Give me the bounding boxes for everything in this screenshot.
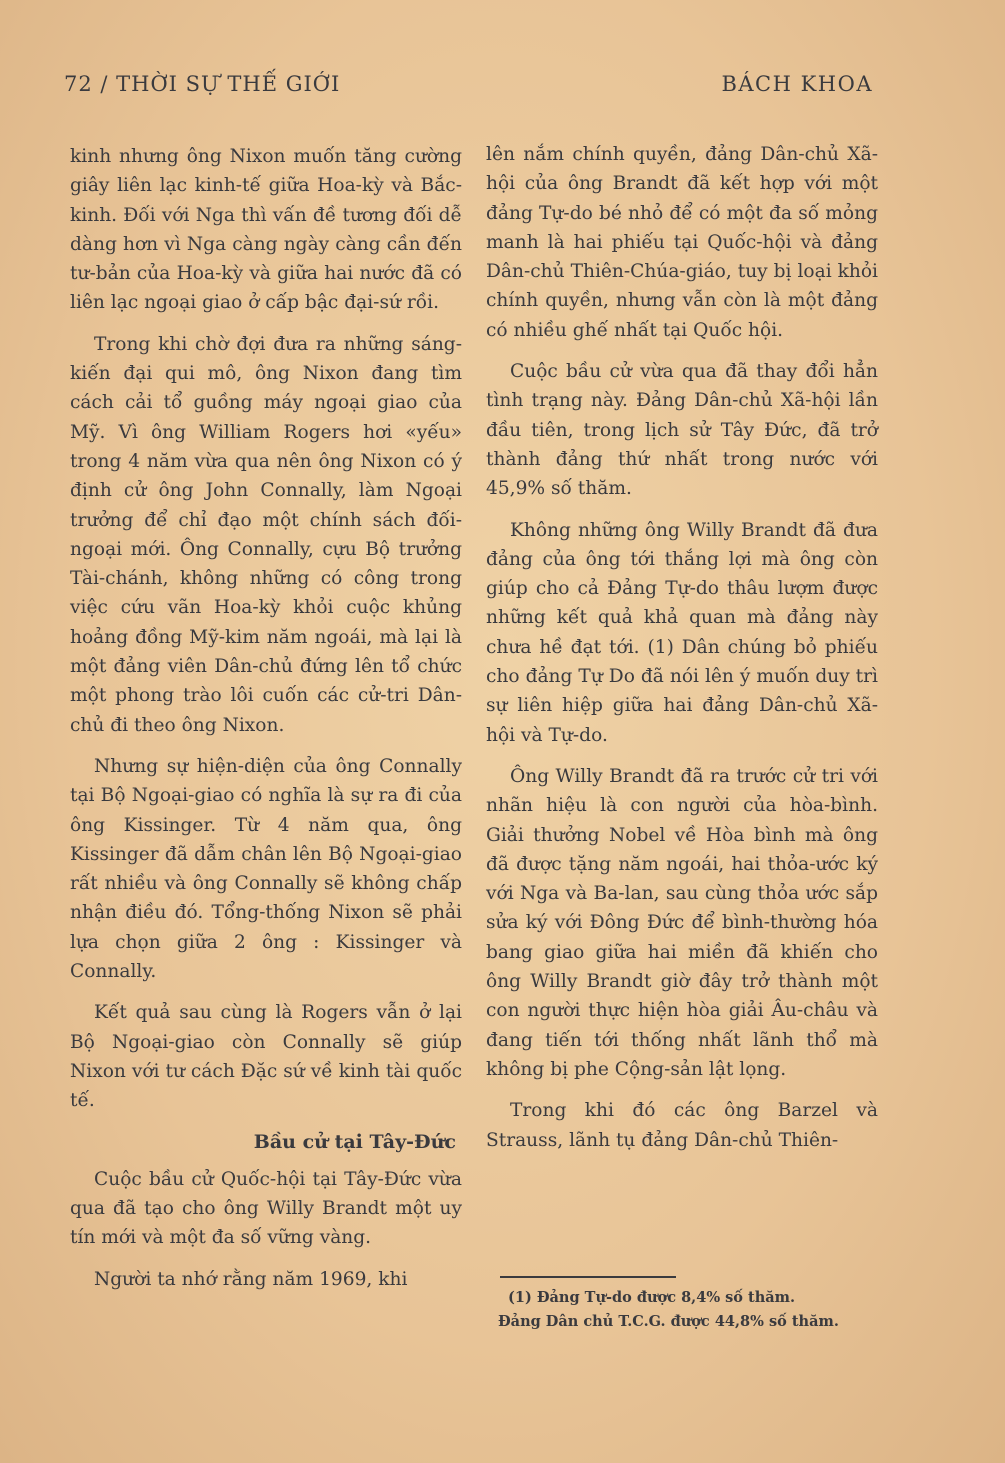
section-heading: Bầu cử tại Tây-Đức <box>253 1130 456 1153</box>
paragraph: kinh nhưng ông Nixon muốn tăng cường giây liên lạc kinh-tế giữa Hoa-kỳ và Bắc-kinh. Đối với Nga thì vấn đề tương đối dễ dàng hơn vì Nga càng ngày càng cần đến tư-bản của Hoa-kỳ và giữa hai nước đã có liên lạc ngoại giao ở cấp bậc đại-sứ rồi. <box>70 146 462 314</box>
paragraph: Cuộc bầu cử vừa qua đã thay đổi hẳn tình trạng này. Đảng Dân-chủ Xã-hội lần đầu tiên, trong lịch sử Tây Đức, đã trở thành đảng thứ nhất trong nước với 45,9% số thăm. <box>486 361 878 500</box>
paragraph: lên nắm chính quyền, đảng Dân-chủ Xã-hội của ông Brandt đã kết hợp với một đảng Tự-do bé nhỏ để có một đa số mỏng manh là hai phiếu tại Quốc-hội và đảng Dân-chủ Thiên-Chúa-giáo, tuy bị loại khỏi chính quyền, nhưng vẫn còn là một đảng có nhiều ghế nhất tại Quốc hội. <box>486 144 878 341</box>
right-column <box>486 140 878 1167</box>
page-number-section: 72 / THỜI SỰ THẾ GIỚI <box>64 72 341 96</box>
paragraph: Nhưng sự hiện-diện của ông Connally tại Bộ Ngoại-giao có nghĩa là sự ra đi của ông Kissinger. Từ 4 năm qua, ông Kissinger đã dẫm chân lên Bộ Ngoại-giao rất nhiều và ông Connally sẽ không chấp nhận điều đó. Tổng-thống Nixon sẽ phải lựa chọn giữa 2 ông : Kissinger và Connally. <box>70 755 462 983</box>
paragraph: Trong khi đó các ông Barzel và Strauss, lãnh tụ đảng Dân-chủ Thiên- <box>486 1100 878 1151</box>
footnote-line: Đảng Dân chủ T.C.G. được 44,8% số thăm. <box>498 1313 839 1330</box>
paragraph: Trong khi chờ đợi đưa ra những sáng-kiến đại qui mô, ông Nixon đang tìm cách cải tổ guồng máy ngoại giao của Mỹ. Vì ông William Rogers hơi «yếu» trong 4 năm vừa qua nên ông Nixon có ý định cử ông John Connally, làm Ngoại trưởng để chỉ đạo một chính sách đối-ngoại mới. Ông Connally, cựu Bộ trưởng Tài-chánh, không những có công trong việc cứu vãn Hoa-kỳ khỏi cuộc khủng hoảng đồng Mỹ-kim năm ngoái, mà lại là một đảng viên Dân-chủ đứng lên tổ chức một phong trào lôi cuốn các cử-tri Dân-chủ đi theo ông Nixon. <box>70 333 462 736</box>
paragraph: Kết quả sau cùng là Rogers vẫn ở lại Bộ Ngoại-giao còn Connally sẽ giúp Nixon với tư cách Đặc sứ về kinh tài quốc tế. <box>70 1002 462 1112</box>
running-head <box>64 72 873 96</box>
left-column <box>70 142 462 1306</box>
footnote-line: (1) Đảng Tự-do được 8,4% số thăm. <box>508 1289 796 1306</box>
footnote <box>498 1286 882 1334</box>
paragraph: Không những ông Willy Brandt đã đưa đảng của ông tới thắng lợi mà ông còn giúp cho cả Đảng Tự-do thâu lượm được những kết quả khả quan mà đảng này chưa hề đạt tới. (1) Dân chúng bỏ phiếu cho đảng Tự Do đã nói lên ý muốn duy trì sự liên hiệp giữa hai đảng Dân-chủ Xã-hội và Tự-do. <box>486 519 878 746</box>
paragraph: Ông Willy Brandt đã ra trước cử tri với nhãn hiệu là con người của hòa-bình. Giải thưởng Nobel về Hòa bình mà ông đã được tặng năm ngoái, hai thỏa-ước ký với Nga và Ba-lan, sau cùng thỏa ước sắp sửa ký với Đông Đức để bình-thường hóa bang giao giữa hai miền đã khiến cho ông Willy Brandt giờ đây trở thành một con người thực hiện hòa giải Âu-châu và đang tiến tới thống nhất lãnh thổ mà không bị phe Cộng-sản lật lọng. <box>486 765 878 1080</box>
footnote-divider <box>500 1276 676 1278</box>
magazine-title: BÁCH KHOA <box>721 72 873 96</box>
paragraph: Người ta nhớ rằng năm 1969, khi <box>94 1268 408 1290</box>
paragraph: Cuộc bầu cử Quốc-hội tại Tây-Đức vừa qua đã tạo cho ông Willy Brandt một uy tín mới và một đa số vững vàng. <box>70 1168 462 1249</box>
